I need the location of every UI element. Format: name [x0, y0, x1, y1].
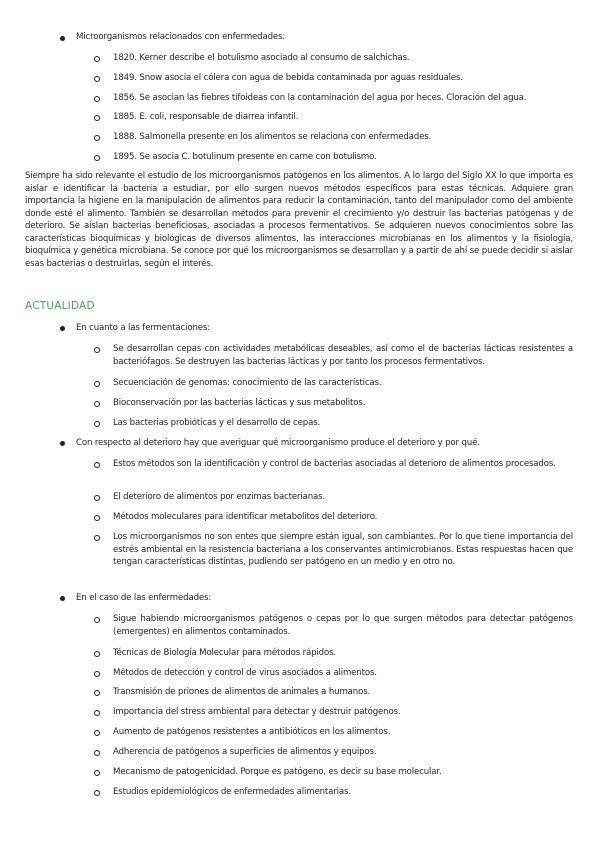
sub-bullet: [94, 401, 100, 407]
list-item: El deterioro de alimentos por enzimas bacterianas.: [113, 492, 326, 502]
bullet-fermentaciones: En cuanto a las fermentaciones:: [76, 323, 210, 333]
sub-bullet: [94, 462, 100, 468]
sub-bullet: [94, 730, 100, 736]
list-item: Métodos de detección y control de virus asociados a alimentos.: [113, 668, 377, 678]
bullet-deterioro: Con respecto al deterioro hay que averiguar qué microorganismo produce el deterioro y por qué.: [76, 438, 480, 448]
list-item: 1820. Kerner describe el botulismo asociado al consumo de salchichas.: [113, 53, 410, 63]
sub-bullet: [94, 750, 100, 756]
list-item: Secuenciación de genomas: conocimiento de las características.: [113, 378, 382, 388]
section-heading: ACTUALIDAD: [25, 300, 95, 312]
sub-bullet: [94, 115, 100, 121]
list-item: 1895. Se asocia C. botulinum presente en carne con botulismo.: [113, 152, 377, 162]
sub-bullet: [94, 690, 100, 696]
sub-bullet: [94, 155, 100, 161]
list-item: Los microorganismos no son entes que siempre están igual, son cambiantes. Por lo que tiene importancia del estrés ambiental en la resistencia bacteriana a los conservantes antimicrobianos. Estas respuestas hacen que tengan características distintas, pudiendo ser patógeno en un medio y en otro no.: [113, 532, 573, 567]
list-item: 1885. E. coli, responsable de diarrea infantil.: [113, 112, 299, 122]
sub-bullet: [94, 347, 100, 353]
list-item: Bioconservación por las bacterias lácticas y sus metabolitos.: [113, 398, 366, 408]
list-item: Estos métodos son la identificación y control de bacterias asociadas al deterioro de alimentos procesados.: [113, 459, 556, 469]
list-item: Técnicas de Biología Molecular para métodos rápidos.: [113, 648, 336, 658]
bullet-dot: [60, 326, 65, 331]
list-item: Estudios epidemiológicos de enfermedades alimentarias.: [113, 787, 351, 797]
sub-bullet: [94, 135, 100, 141]
sub-bullet: [94, 770, 100, 776]
list-item: Sigue habiendo microorganismos patógenos o cepas por lo que surgen métodos para detectar patógenos (emergentes) en alimentos contaminados.: [113, 614, 573, 637]
bullet-dot: [60, 36, 65, 41]
list-item: Importancia del stress ambiental para detectar y destruir patógenos.: [113, 707, 401, 717]
sub-bullet: [94, 617, 100, 623]
sub-bullet: [94, 495, 100, 501]
bullet-dot: [60, 441, 65, 446]
sub-bullet: [94, 535, 100, 541]
sub-bullet: [94, 76, 100, 82]
list-item: 1888. Salmonella presente en los alimentos se relaciona con enfermedades.: [113, 132, 432, 142]
list-item: Aumento de patógenos resistentes a antibióticos en los alimentos.: [113, 727, 391, 737]
sub-bullet: [94, 651, 100, 657]
sub-bullet: [94, 381, 100, 387]
list-item: Las bacterias probióticas y el desarrollo de cepas.: [113, 418, 321, 428]
bullet-microorganismos: Microorganismos relacionados con enfermedades:: [76, 32, 286, 42]
list-item: Se desarrollan cepas con actividades metabólicas deseables, así como el de bacterias lácticas resistentes a bacteriófagos. Se destruyen las bacterias lácticas y por tanto los procesos fermentativos.: [113, 344, 573, 367]
list-item: Adherencia de patógenos a superficies de alimentos y equipos.: [113, 747, 377, 757]
list-item: Mecanismo de patogenicidad. Porque es patógeno, es decir su base molecular.: [113, 767, 442, 777]
list-item: Métodos moleculares para identificar metabolitos del deterioro.: [113, 512, 378, 522]
bullet-dot: [60, 596, 65, 601]
sub-bullet: [94, 515, 100, 521]
sub-bullet: [94, 96, 100, 102]
list-item: Transmisión de priones de alimentos de animales a humanos.: [113, 687, 371, 697]
sub-bullet: [94, 421, 100, 427]
body-paragraph: Siempre ha sido relevante el estudio de los microorganismos patógenos en los alimentos. A lo largo del Siglo XX lo que importa es aislar e identificar la bacteria a estudiar, por ello surgen nuevos métodos específicos para estas técnicas. Adquiere gran importancia la higiene en la manipulación de alimentos para reducir la contaminación, tanto del manipulador como del ambiente donde esté el alimento. También se desarrollan métodos para prevenir el crecimiento y/o destruir las bacterias patógenas y de deterioro. Se aíslan bacterias beneficiosas, asociadas a procesos fermentativos. Se adquieren nuevos conocimientos sobre las características bioquímicas y biológicas de diversos alimentos, las interacciones microbianas en los alimentos y la fisiología, bioquímica y genética microbiana. Se conoce por qué los microorganismos se desarrollan y a partir de ahí se puede decidir si aislar esas bacterias o destruirlas, según el interés.: [25, 171, 573, 269]
bullet-enfermedades: En el caso de las enfermedades:: [76, 593, 212, 603]
list-item: 1856. Se asocian las fiebres tifoideas con la contaminación del agua por heces. Cloración del agua.: [113, 93, 527, 103]
sub-bullet: [94, 790, 100, 796]
sub-bullet: [94, 56, 100, 62]
sub-bullet: [94, 710, 100, 716]
list-item: 1849. Snow asocia el cólera con agua de bebida contaminada por aguas residuales.: [113, 73, 463, 83]
sub-bullet: [94, 671, 100, 677]
